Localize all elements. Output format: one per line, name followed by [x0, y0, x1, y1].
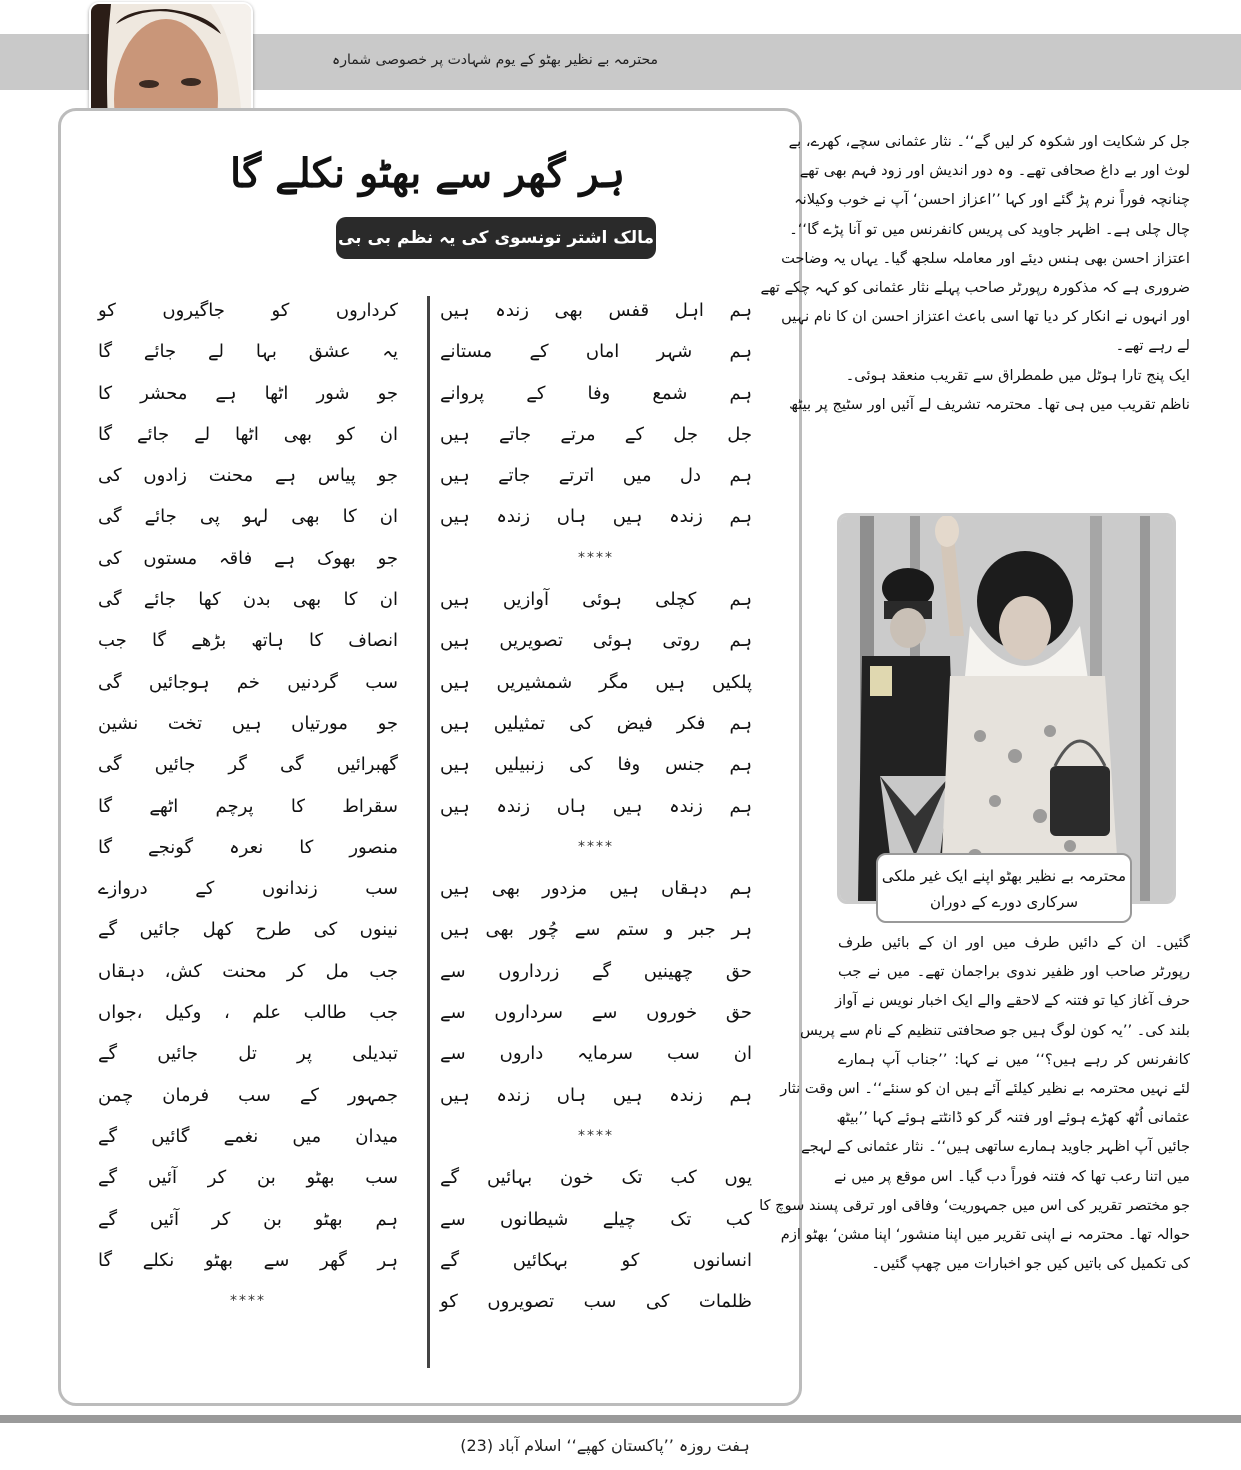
article-line: اعتزاز احسن بھی ہنس دیئے اور معاملہ سلجھ گیا۔ یہاں یہ وضاحت [781, 249, 1190, 267]
poem-line: ہم زندہ ہیں ہاں زندہ ہیں [440, 1084, 752, 1106]
poem-line: ان سب سرمایہ داروں سے [440, 1043, 752, 1065]
poem-line: ہم شہر اماں کے مستانے [440, 341, 752, 363]
poem-line: ہم زندہ ہیں ہاں زندہ ہیں [440, 506, 752, 528]
photo-caption-line: سرکاری دورے کے دوران [929, 893, 1079, 911]
poem-line: جو بھوک ہے فاقہ مستوں کی [98, 547, 398, 569]
poem-line: ہم فکر فیض کی تمثیلیں ہیں [440, 712, 752, 734]
photo-caption [876, 853, 1132, 923]
article-line: عثمانی اُٹھ کھڑے ہوئے اور فتنہ گر کو ڈانٹتے ہوئے کہا ’’بیٹھ [836, 1109, 1190, 1127]
poem-line: کرداروں کو جاگیروں کو [98, 300, 398, 321]
poem-line: ہر گھر سے بھٹو نکلے گا [98, 1249, 398, 1271]
poem-line: جب طالب علم ، وکیل ،جواں [98, 1002, 398, 1024]
article-photo [837, 513, 1176, 904]
article-line: لے رہے تھے۔ [1115, 337, 1190, 355]
header-title: محترمہ بے نظیر بھٹو کے یوم شہادت پر خصوصی شمارہ [331, 52, 658, 68]
poem-line: حق خوروں سے سرداروں سے [440, 1002, 752, 1024]
stanza-separator: **** [230, 1293, 266, 1310]
poem-line: ہم جنس وفا کی زنبیلیں ہیں [440, 754, 752, 776]
poem-line: نینوں کی طرح کھل جائیں گے [98, 919, 398, 941]
article-line: جو مختصر تقریر کی اس میں جمہوریت‘ وفاقی اور ترقی پسند سوچ کا [759, 1196, 1190, 1214]
poem-line: جل جل کے مرتے جاتے ہیں [440, 423, 752, 445]
article-line: اور انہوں نے انکار کر دیا تھا اسی باعث اعتزاز احسن ان کا نام نہیں [781, 308, 1190, 326]
poem-line: ہم کچلی ہوئی آوازیں ہیں [440, 589, 752, 611]
poem-line: جو شور اٹھا ہے محشر کا [98, 382, 398, 404]
poem-line: میدان میں نغمے گائیں گے [98, 1125, 398, 1147]
poem-line: ہر جبر و ستم سے چُور بھی ہیں [440, 919, 752, 941]
article-line: چال چلی ہے۔ اظہر جاوید کی پریس کانفرنس میں تو آنا پڑے گا‘‘۔ [789, 220, 1190, 238]
poem-line: ہم شمع وفا کے پروانے [440, 382, 752, 404]
article-line: ایک پنج تارا ہوٹل میں طمطراق سے تقریب منعقد ہوئی۔ [845, 366, 1190, 384]
poem-line: ہم اہل قفس بھی زندہ ہیں [440, 300, 752, 321]
poem-line: ظلمات کی سب تصویروں کو [440, 1291, 752, 1313]
article-line: کانفرنس کر رہے ہیں؟‘‘ میں نے کہا: ’’جناب آپ ہمارے [838, 1050, 1190, 1068]
article-line: لئے نہیں محترمہ بے نظیر کیلئے آئے ہیں ان کو سنئے‘‘۔ اس وقت نثار [780, 1079, 1190, 1097]
stanza-separator: **** [578, 1127, 614, 1144]
article-column-bottom [759, 928, 1190, 1278]
poem-subtitle: مالک اشتر تونسوی کی یہ نظم بی بی شہید کو بے حد پسند تھی [336, 217, 656, 259]
photo-caption-line: محترمہ بے نظیر بھٹو اپنے ایک غیر ملکی [881, 867, 1127, 885]
article-line: بلند کی۔ ’’یہ کون لوگ ہیں جو صحافتی تنظیم کے نام سے پریس [799, 1021, 1190, 1039]
poem-line: سقراط کا پرچم اٹھے گا [98, 795, 398, 817]
poem-line: منصور کا نعرہ گونجے گا [98, 836, 398, 858]
article-line: جل کر شکایت اور شکوہ کر لیں گے‘‘۔ نثار عثمانی سچے، کھرے، بے [788, 133, 1190, 150]
poem-line: پلکیں ہیں مگر شمشیریں ہیں [440, 671, 752, 693]
poem-line: انسانوں کو بہکائیں گے [440, 1249, 752, 1271]
poem-line: سب گردنیں خم ہوجائیں گی [98, 671, 398, 693]
article-line: ضروری ہے کہ مذکورہ رپورٹر صاحب پہلے نثار عثمانی کو کہہ چکے تھے [760, 278, 1190, 296]
poem-line: جو مورتیاں ہیں تخت نشین [98, 712, 398, 734]
article-line: حرف آغاز کیا تو فتنہ کے لاحقے والے ایک اخبار نویس نے آواز [835, 992, 1190, 1010]
poem-line: ہم زندہ ہیں ہاں زندہ ہیں [440, 795, 752, 817]
poem-line: یوں کب تک خون بہائیں گے [440, 1167, 752, 1189]
poem-line: حق چھینیں گے زرداروں سے [440, 960, 752, 982]
poem-column-divider [427, 296, 430, 1368]
poem-line: ان کا بھی لہو پی جائے گی [98, 506, 398, 528]
poem-line: جو پیاس ہے محنت زادوں کی [98, 465, 398, 487]
poem-line: ہم بھٹو بن کر آئیں گے [98, 1208, 398, 1230]
article-line: چنانچہ فوراً نرم پڑ گئے اور کہا ’’اعزاز احسن‘ آپ نے خوب وکیلانہ [794, 191, 1190, 209]
article-line: رپورٹر صاحب اور ظفیر ندوی براجمان تھے۔ میں نے جب [838, 963, 1190, 981]
article-photo-illustration [840, 516, 1173, 901]
poem-line: سب زندانوں کے دروازے [98, 878, 398, 900]
poem-line: جب مل کر محنت کش، دہقاں [98, 960, 398, 982]
poem-line: انصاف کا ہاتھ بڑھے گا جب [98, 630, 398, 652]
footer-title: ہفت روزہ ’’پاکستان کھپے‘‘ اسلام آباد (23) [460, 1436, 750, 1455]
poem-line: ان کو بھی اٹھا لے جائے گا [98, 423, 398, 445]
article-line: گئیں۔ ان کے دائیں طرف میں اور ان کے بائیں طرف [838, 934, 1190, 951]
stanza-separator: **** [578, 838, 614, 855]
article-line: جائیں آپ اظہر جاوید ہمارے ساتھی ہیں‘‘۔ نثار عثمانی کے لہجے [801, 1138, 1190, 1156]
poem-line: سب بھٹو بن کر آئیں گے [98, 1167, 398, 1189]
article-line: کی تکمیل کی باتیں کیں جو اخبارات میں چھپ گئیں۔ [871, 1255, 1190, 1273]
poem-line: گھبرائیں گی گر جائیں گی [98, 754, 398, 776]
article-line: ناظم تقریب میں ہی تھا۔ محترمہ تشریف لے آئیں اور سٹیج پر بیٹھ [788, 395, 1190, 413]
article-line: لوث اور بے داغ صحافی تھے۔ وہ دور اندیش اور زود فہم بھی تھے [799, 162, 1190, 180]
article-line: میں اتنا رعب تھا کہ فتنہ فوراً دب گیا۔ اس موقع پر میں نے [834, 1167, 1190, 1185]
poem-line: ان کا بھی بدن کھا جائے گی [98, 589, 398, 611]
article-line: حوالہ تھا۔ محترمہ نے اپنی تقریر میں اپنا منشور‘ اپنا مشن‘ بھٹو ازم [780, 1225, 1190, 1243]
poem-line: ہم دہقاں ہیں مزدور بھی ہیں [440, 878, 752, 900]
poem-line: جمہور کے سب فرمان چمن [98, 1084, 398, 1106]
stanza-separator: **** [578, 549, 614, 566]
footer-bar [0, 1415, 1241, 1423]
article-column-top [760, 127, 1190, 419]
poem-line: تبدیلی پر تل جائیں گے [98, 1043, 398, 1065]
poem-right-column [440, 290, 752, 1322]
poem-line: کب تک چیلے شیطانوں سے [440, 1208, 752, 1230]
poem-line: ہم روتی ہوئی تصویریں ہیں [440, 630, 752, 652]
poem-left-column [98, 290, 398, 1322]
poem-title: ہر گھر سے بھٹو نکلے گا [229, 150, 626, 197]
poem-line: یہ عشق بہا لے جائے گا [98, 341, 398, 363]
poem-line: ہم دل میں اترتے جاتے ہیں [440, 465, 752, 487]
